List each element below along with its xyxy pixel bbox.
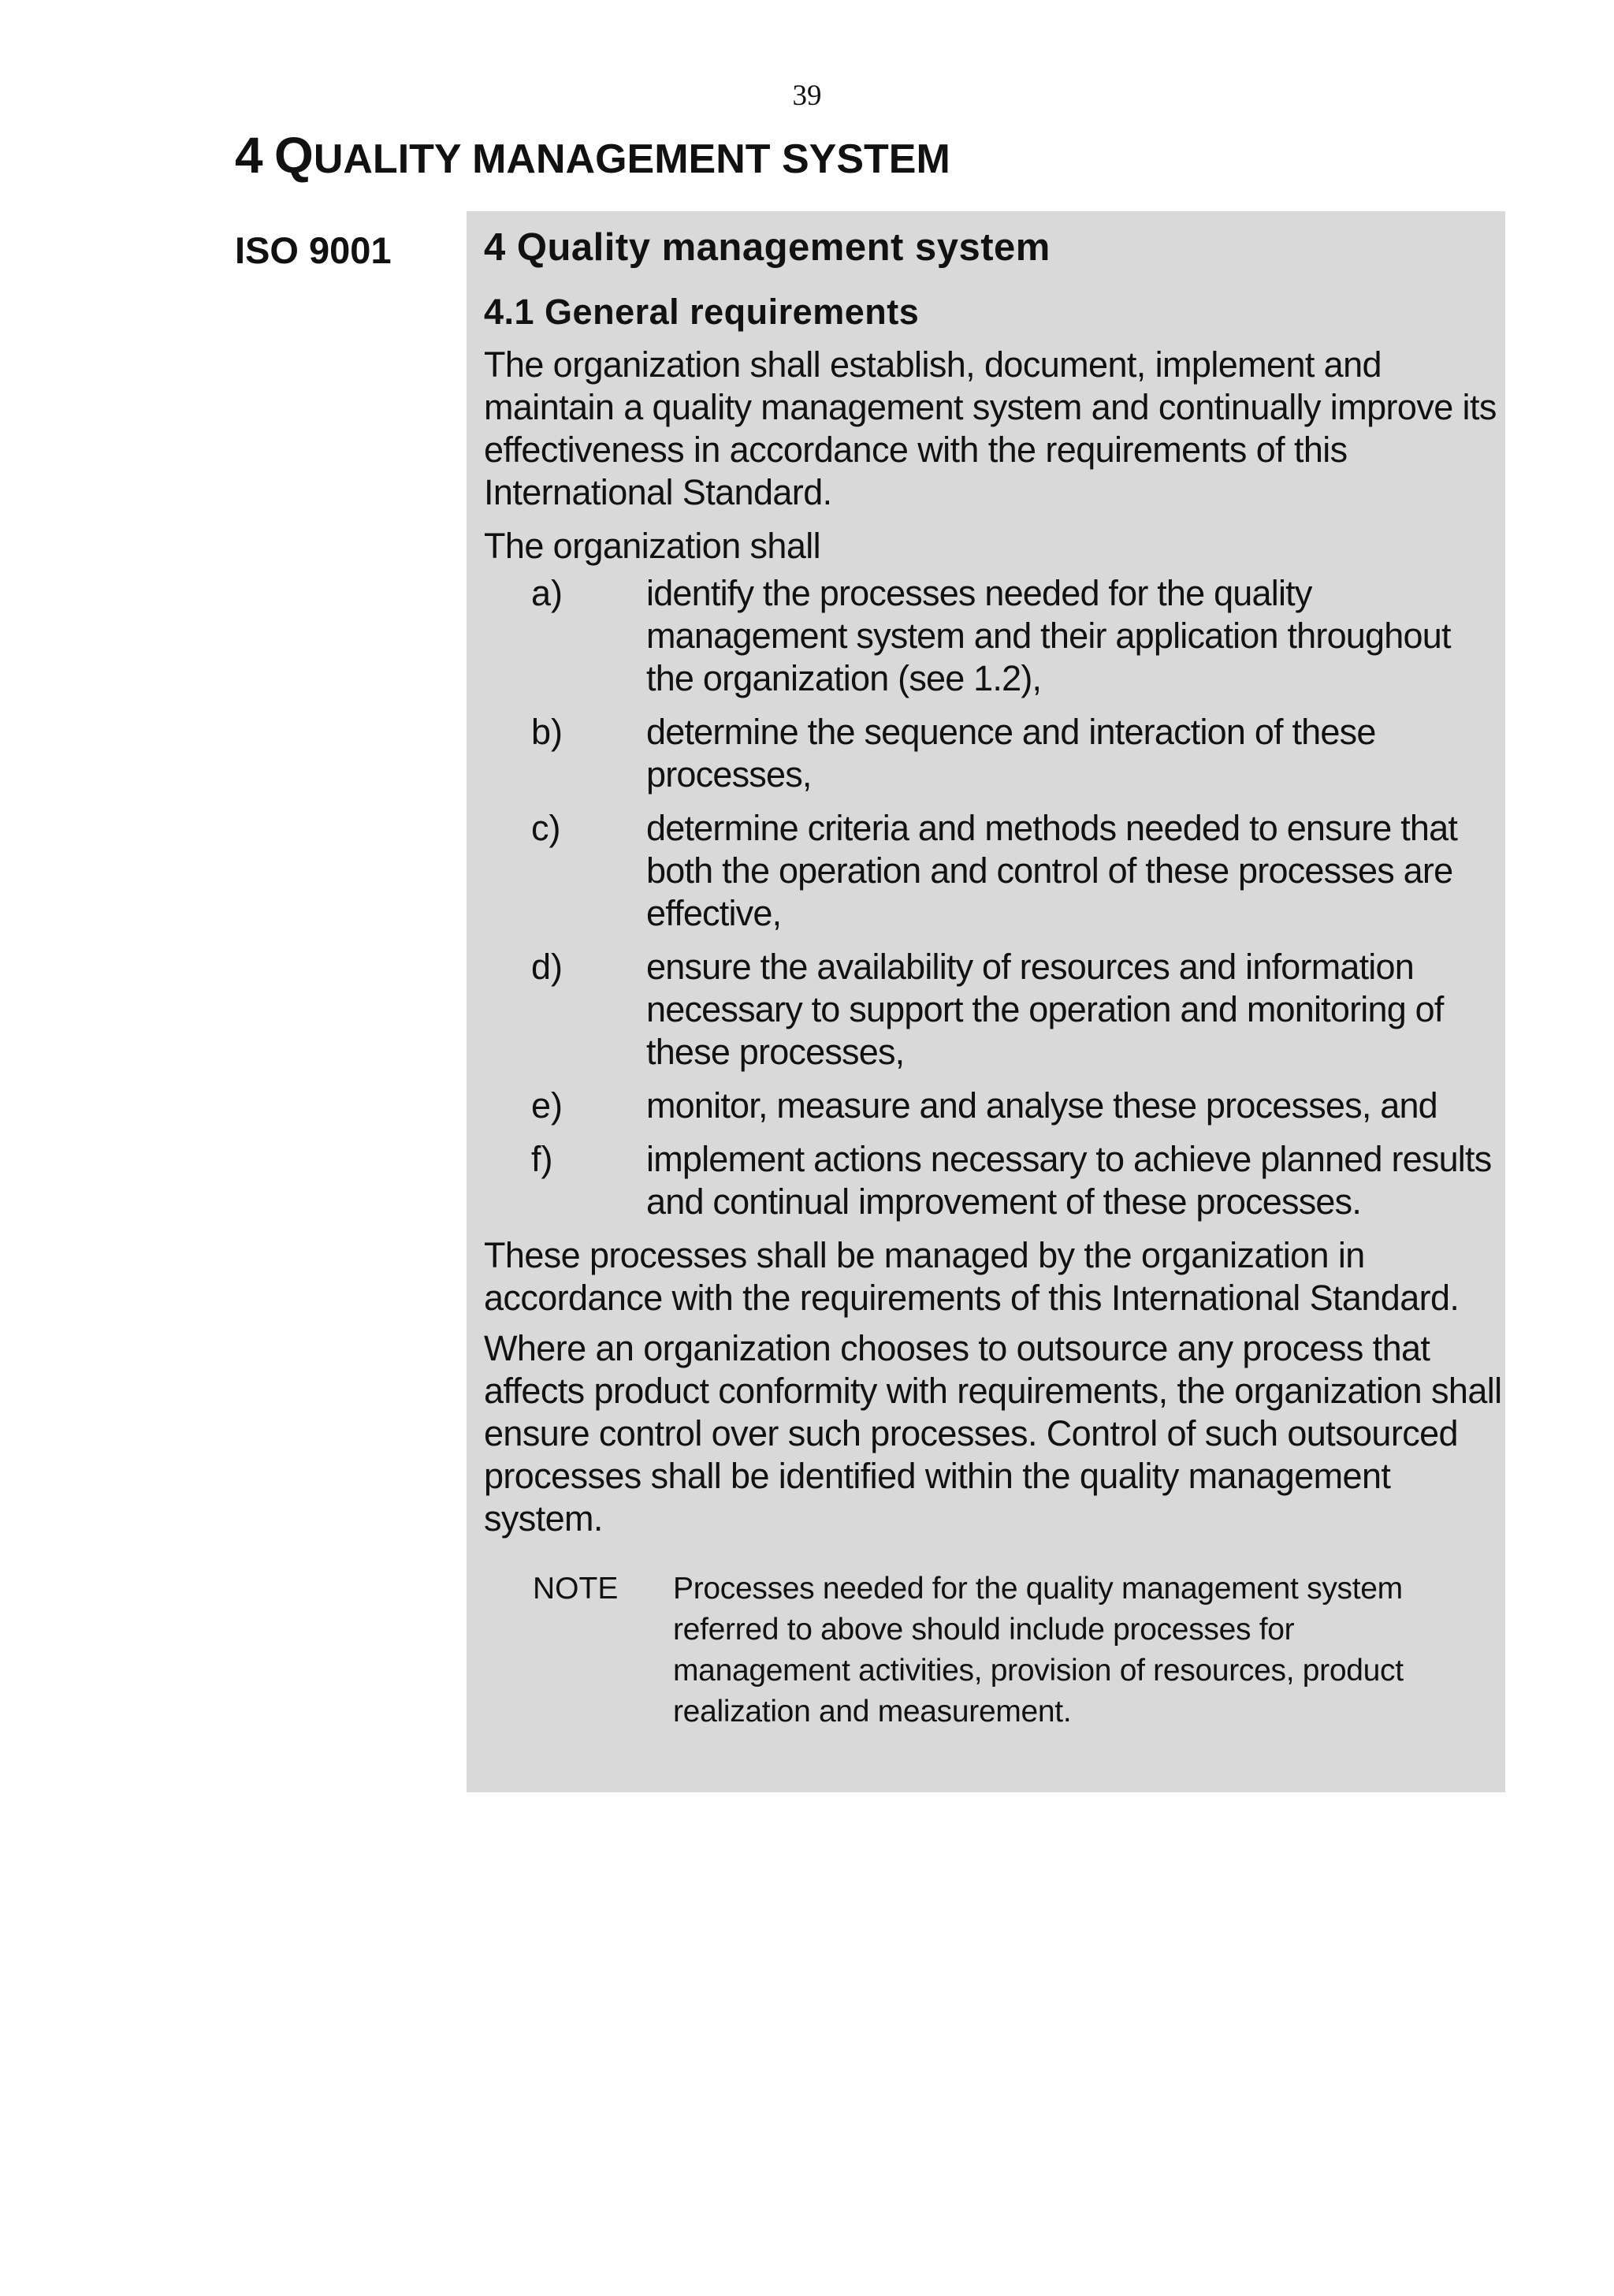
list-item (484, 1085, 1505, 1127)
note-text: Processes needed for the quality management system referred to above should include processes for management activities, provision of resources, product realization and measurement. (673, 1572, 1404, 1729)
list-item-letter: b) (531, 712, 563, 752)
list-item-text: determine criteria and methods needed to ensure that both the operation and control of these processes are effective, (646, 808, 1458, 933)
list-item-letter: a) (531, 573, 563, 613)
outsource-paragraph: Where an organization chooses to outsource any process that affects product conformity with requirements, the organization shall ensure control over such processes. Control of such outsourced processes shall be identified within the quality management system. (484, 1328, 1502, 1539)
list-item (484, 1138, 1505, 1223)
intro-paragraph: The organization shall establish, document, implement and maintain a quality management system and continually improve its effectiveness in accordance with the requirements of this International Standard. (484, 344, 1497, 512)
chapter-title-rest: UALITY MANAGEMENT SYSTEM (313, 136, 950, 182)
chapter-number: 4 (235, 127, 263, 184)
list-item-text: ensure the availability of resources and information necessary to support the operation and monitoring of these processes, (646, 947, 1444, 1072)
standard-text-box (467, 211, 1505, 1792)
list-item (484, 946, 1505, 1074)
list-item-letter: d) (531, 947, 563, 987)
note (484, 1568, 1505, 1732)
note-label: NOTE (533, 1572, 619, 1606)
subsection-title: 4.1 General requirements (484, 292, 920, 332)
list-item-text: monitor, measure and analyse these processes, and (646, 1085, 1437, 1126)
list-item-letter: f) (531, 1139, 553, 1179)
lead-in-text: The organization shall (484, 526, 821, 566)
list-item-text: determine the sequence and interaction of these processes, (646, 712, 1376, 794)
chapter-title (235, 129, 950, 185)
list-item (484, 572, 1505, 700)
list-item (484, 807, 1505, 935)
standard-label: ISO 9001 (235, 229, 392, 271)
page-number: 39 (792, 80, 822, 112)
chapter-title-initial: Q (274, 127, 314, 184)
list-item-letter: e) (531, 1085, 563, 1126)
list-item (484, 711, 1505, 796)
list-item-text: identify the processes needed for the quality management system and their application throughout the organization (see 1.2), (646, 573, 1451, 698)
managed-paragraph: These processes shall be managed by the organization in accordance with the requirements of this International Standard. (484, 1235, 1460, 1318)
list-item-letter: c) (531, 808, 561, 848)
list-item-text: implement actions necessary to achieve planned results and continual improvement of these processes. (646, 1139, 1492, 1222)
requirements-list (484, 572, 1505, 1223)
section-title: 4 Quality management system (484, 226, 1051, 269)
